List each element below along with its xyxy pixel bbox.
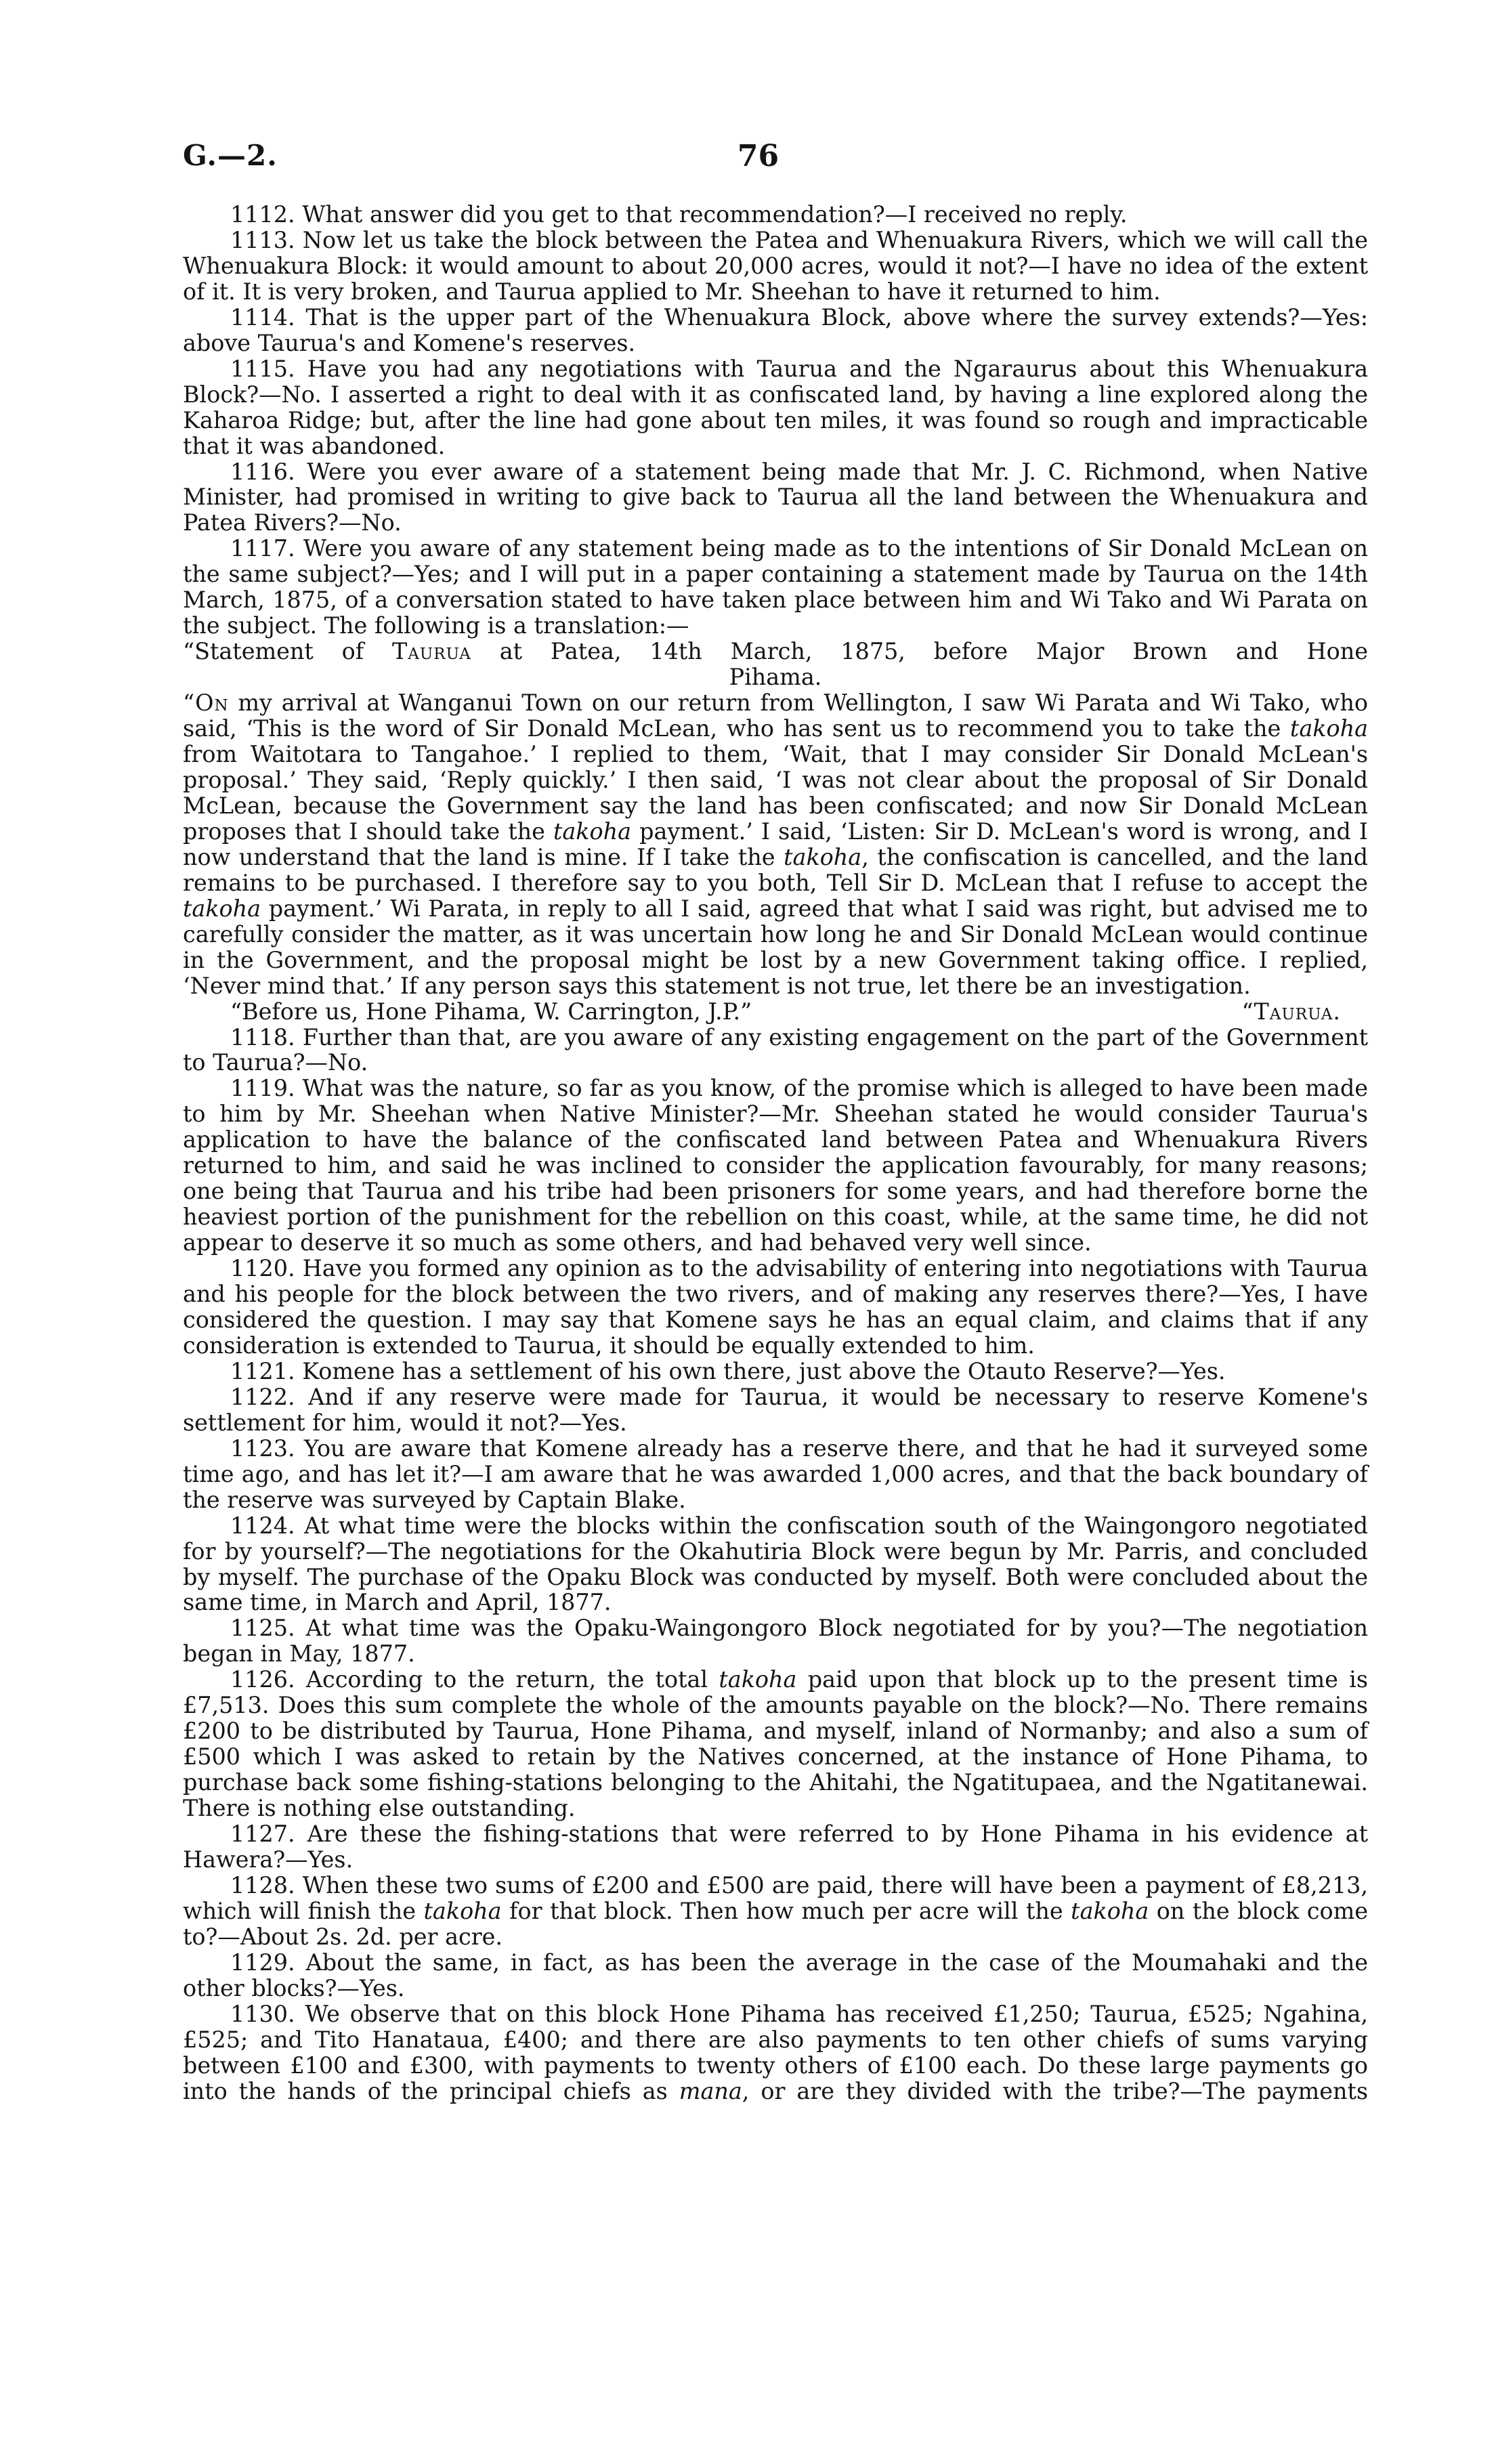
statement-heading: “Statement of Taurua at Patea, 14th March, 1875, before Major Brown and Hone	[183, 638, 1369, 665]
paragraph-1116: 1116. Were you ever aware of a statement being made that Mr. J. C. Richmond, when Native Minister, had promised in writing to give back to Taurua all the land between the Whenuakura and Patea Rivers?—No.	[183, 458, 1368, 536]
paragraph-1118: 1118. Further than that, are you aware of any existing engagement on the part of the Government to Taurua?—No.	[183, 1023, 1368, 1076]
paragraph-1120: 1120. Have you formed any opinion as to the advisability of entering into negotiations with Taurua and his people for the block between the two rivers, and of making any reserves there?—Yes, I have considered the question. I may say that Komene says he has an equal claim, and claims that if any consideration is extended to Taurua, it should be equally extended to him.	[183, 1255, 1368, 1359]
statement-body: “On my arrival at Wanganui Town on our return from Wellington, I saw Wi Parata and Wi Tako, who said, ‘This is the word of Sir Donald McLean, who has sent us to recommend you to take the takoha from Waitotara to Tangahoe.’ I replied to them, ‘Wait, that I may consider Sir Donald McLean's proposal.’ They said, ‘Reply quickly.’ I then said, ‘I was not clear about the proposal of Sir Donald McLean, because the Government say the land has been confiscated; and now Sir Donald McLean proposes that I should take the takoha payment.’ I said, ‘Listen: Sir D. McLean's word is wrong, and I now understand that the land is mine. If I take the takoha, the confiscation is cancelled, and the land remains to be purchased. I therefore say to you both, Tell Sir D. McLean that I refuse to accept the takoha payment.’ Wi Parata, in reply to all I said, agreed that what I said was right, but advised me to carefully consider the matter, as it was uncertain how long he and Sir Donald McLean would continue in the Government, and the proposal might be lost by a new Government taking office. I replied, ‘Never mind that.’ If any person says this statement is not true, let there be an investigation. “Taurua.	[183, 689, 1368, 1025]
paragraph-1123: 1123. You are aware that Komene already has a reserve there, and that he had it surveyed some time ago, and has let it?—I am aware that he was awarded 1,000 acres, and that the back boundary of the reserve was surveyed by Captain Blake.	[183, 1435, 1368, 1513]
paragraph-1125: 1125. At what time was the Opaku-Waingongoro Block negotiated for by you?—The negotiation began in May, 1877.	[183, 1615, 1368, 1668]
page-header	[183, 139, 1333, 179]
paragraph-1130: 1130. We observe that on this block Hone Pihama has received £1,250; Taurua, £525; Ngahina, £525; and Tito Hanataua, £400; and there are also payments to ten other chiefs of sums varying between £100 and £300, with payments to twenty others of £100 each. Do these large payments go into the hands of the principal chiefs as mana, or are they divided with the tribe?—The payments	[183, 2000, 1369, 2104]
paragraph-1117: 1117. Were you aware of any statement being made as to the intentions of Sir Donald McLean on the same subject?—Yes; and I will put in a paper containing a statement made by Taurua on the 14th March, 1875, of a conversation stated to have taken place between him and Wi Tako and Wi Parata on the subject. The following is a translation:—	[183, 535, 1368, 639]
paragraph-1121: 1121. Komene has a settlement of his own there, just above the Otauto Reserve?—Yes.	[230, 1357, 1226, 1384]
paragraph-1126: 1126. According to the return, the total takoha paid upon that block up to the present time is £7,513. Does this sum complete the whole of the amounts payable on the block?—No. There remains £200 to be distributed by Taurua, Hone Pihama, and myself, inland of Normanby; and also a sum of £500 which I was asked to retain by the Natives concerned, at the instance of Hone Pihama, to purchase back some fishing-stations belonging to the Ahitahi, the Ngatitupaea, and the Ngatitanewai. There is nothing else outstanding.	[183, 1666, 1368, 1822]
paragraph-1127: 1127. Are these the fishing-stations that were referred to by Hone Pihama in his evidence at Hawera?—Yes.	[183, 1821, 1368, 1873]
body-text	[183, 202, 1368, 2104]
paragraph-1124: 1124. At what time were the blocks within the confiscation south of the Waingongoro negotiated for by yourself?—The negotiations for the Okahutiria Block were begun by Mr. Parris, and concluded by myself. The purchase of the Opaku Block was conducted by myself. Both were concluded about the same time, in March and April, 1877.	[183, 1512, 1368, 1616]
paragraph-1112: 1112. What answer did you get to that recommendation?—I received no reply.	[230, 201, 1128, 228]
document-reference: G.—2.	[183, 139, 278, 172]
statement-heading-name: Taurua	[391, 638, 471, 665]
statement-signature: “Taurua.	[1241, 998, 1341, 1025]
paragraph-1119: 1119. What was the nature, so far as you know, of the promise which is alleged to have been made to him by Mr. Sheehan when Native Minister?—Mr. Sheehan stated he would consider Taurua's application to have the balance of the confiscated land between Patea and Whenuakura Rivers returned to him, and said he was inclined to consider the application favourably, for many reasons; one being that Taurua and his tribe had been prisoners for some years, and had therefore borne the heaviest portion of the punishment for the rebellion on this coast, while, at the same time, he did not appear to deserve it so much as some others, and had behaved very well since.	[183, 1075, 1368, 1256]
paragraph-1129: 1129. About the same, in fact, as has been the average in the case of the Moumahaki and the other blocks?—Yes.	[183, 1949, 1368, 2001]
paragraph-1113: 1113. Now let us take the block between the Patea and Whenuakura Rivers, which we will call the Whenuakura Block: it would amount to about 20,000 acres, would it not?—I have no idea of the extent of it. It is very broken, and Taurua applied to Mr. Sheehan to have it returned to him.	[183, 226, 1368, 305]
statement-heading-line2: Pihama.	[729, 664, 822, 691]
paragraph-1114: 1114. That is the upper part of the Whenuakura Block, above where the survey extends?—Yes: above Taurua's and Komene's reserves.	[183, 303, 1368, 356]
paragraph-1128: 1128. When these two sums of £200 and £500 are paid, there will have been a payment of £8,213, which will finish the takoha for that block. Then how much per acre will the takoha on the block come to?—About 2s. 2d. per acre.	[183, 1871, 1368, 1950]
paragraph-1115: 1115. Have you had any negotiations with Taurua and the Ngaraurus about this Whenuakura Block?—No. I asserted a right to deal with it as confiscated land, by having a line explored along the Kaharoa Ridge; but, after the line had gone about ten miles, it was found so rough and impracticable that it was abandoned.	[183, 355, 1368, 459]
paragraph-1122: 1122. And if any reserve were made for Taurua, it would be necessary to reserve Komene's settlement for him, would it not?—Yes.	[183, 1383, 1368, 1436]
statement-witness: “Before us, Hone Pihama, W. Carrington, J.P.”	[230, 998, 752, 1025]
page-number: 76	[737, 139, 779, 173]
